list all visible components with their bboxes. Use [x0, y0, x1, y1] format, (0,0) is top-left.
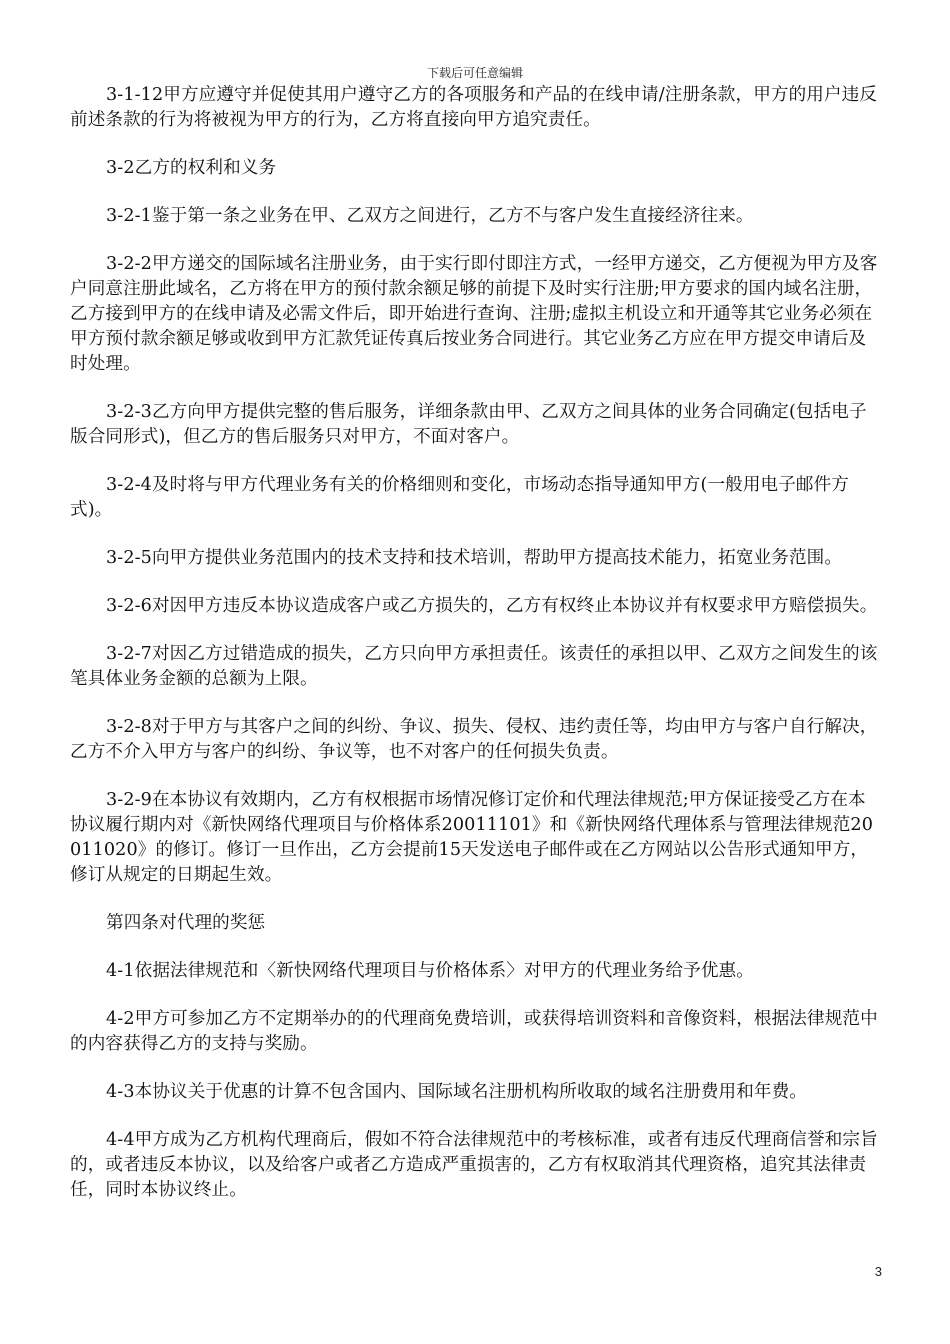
clause-3-2-2: 3-2-2甲方递交的国际域名注册业务，由于实行即付即注方式，一经甲方递交，乙方便视为甲方及客户同意注册此域名，乙方将在甲方的预付款余额足够的前提下及时实行注册;甲方要求的国内域名注册，乙方接到甲方的在线申请及必需文件后，即开始进行查询、注册;虚拟主机设立和开通等其它业务必须在甲方预付款余额足够或收到甲方汇款凭证传真后按业务合同进行。其它业务乙方应在甲方提交申请后及时处理。 [70, 254, 878, 374]
clause-4-4: 4-4甲方成为乙方机构代理商后，假如不符合法律规范中的考核标准，或者有违反代理商信誉和宗旨的，或者违反本协议，以及给客户或者乙方造成严重损害的，乙方有权取消其代理资格，追究其法律责任，同时本协议终止。 [70, 1130, 878, 1200]
clause-4-3: 4-3本协议关于优惠的计算不包含国内、国际域名注册机构所收取的域名注册费用和年费。 [106, 1082, 807, 1102]
clause-3-2-1: 3-2-1鉴于第一条之业务在甲、乙双方之间进行，乙方不与客户发生直接经济往来。 [106, 206, 754, 226]
clause-3-2-6: 3-2-6对因甲方违反本协议造成客户或乙方损失的，乙方有权终止本协议并有权要求甲方赔偿损失。 [106, 596, 878, 616]
document-body [70, 83, 880, 1226]
clause-3-2-4: 3-2-4及时将与甲方代理业务有关的价格细则和变化，市场动态指导通知甲方(一般用电子邮件方式)。 [70, 475, 849, 520]
clause-3-1-12: 3-1-12甲方应遵守并促使其用户遵守乙方的各项服务和产品的在线申请/注册条款，甲方的用户违反前述条款的行为将被视为甲方的行为，乙方将直接向甲方追究责任。 [70, 85, 878, 130]
section-heading-article-4: 第四条对代理的奖惩 [106, 913, 266, 933]
clause-3-2-8: 3-2-8对于甲方与其客户之间的纠纷、争议、损失、侵权、违约责任等，均由甲方与客户自行解决，乙方不介入甲方与客户的纠纷、争议等，也不对客户的任何损失负责。 [70, 717, 878, 762]
clause-3-2-7: 3-2-7对因乙方过错造成的损失，乙方只向甲方承担责任。该责任的承担以甲、乙双方之间发生的该笔具体业务金额的总额为上限。 [70, 644, 878, 689]
page-header-note: 下载后可任意编辑 [426, 66, 523, 80]
clause-3-2-9: 3-2-9在本协议有效期内，乙方有权根据市场情况修订定价和代理法律规范;甲方保证接受乙方在本协议履行期内对《新快网络代理项目与价格体系20011101》和《新快网络代理体系与管理法律规范20011020》的修订。修订一旦作出，乙方会提前15天发送电子邮件或在乙方网站以公告形式通知甲方，修订从规定的日期起生效。 [70, 790, 873, 885]
clause-3-2-3: 3-2-3乙方向甲方提供完整的售后服务，详细条款由甲、乙双方之间具体的业务合同确定(包括电子版合同形式)，但乙方的售后服务只对甲方，不面对客户。 [70, 402, 867, 447]
page-number: 3 [874, 1264, 882, 1279]
clause-4-1: 4-1依据法律规范和〈新快网络代理项目与价格体系〉对甲方的代理业务给予优惠。 [106, 961, 754, 981]
clause-3-2-5: 3-2-5向甲方提供业务范围内的技术支持和技术培训，帮助甲方提高技术能力，拓宽业务范围。 [106, 548, 843, 568]
clause-4-2: 4-2甲方可参加乙方不定期举办的的代理商免费培训，或获得培训资料和音像资料，根据法律规范中的内容获得乙方的支持与奖励。 [70, 1009, 878, 1054]
section-heading-3-2: 3-2乙方的权利和义务 [106, 158, 277, 178]
